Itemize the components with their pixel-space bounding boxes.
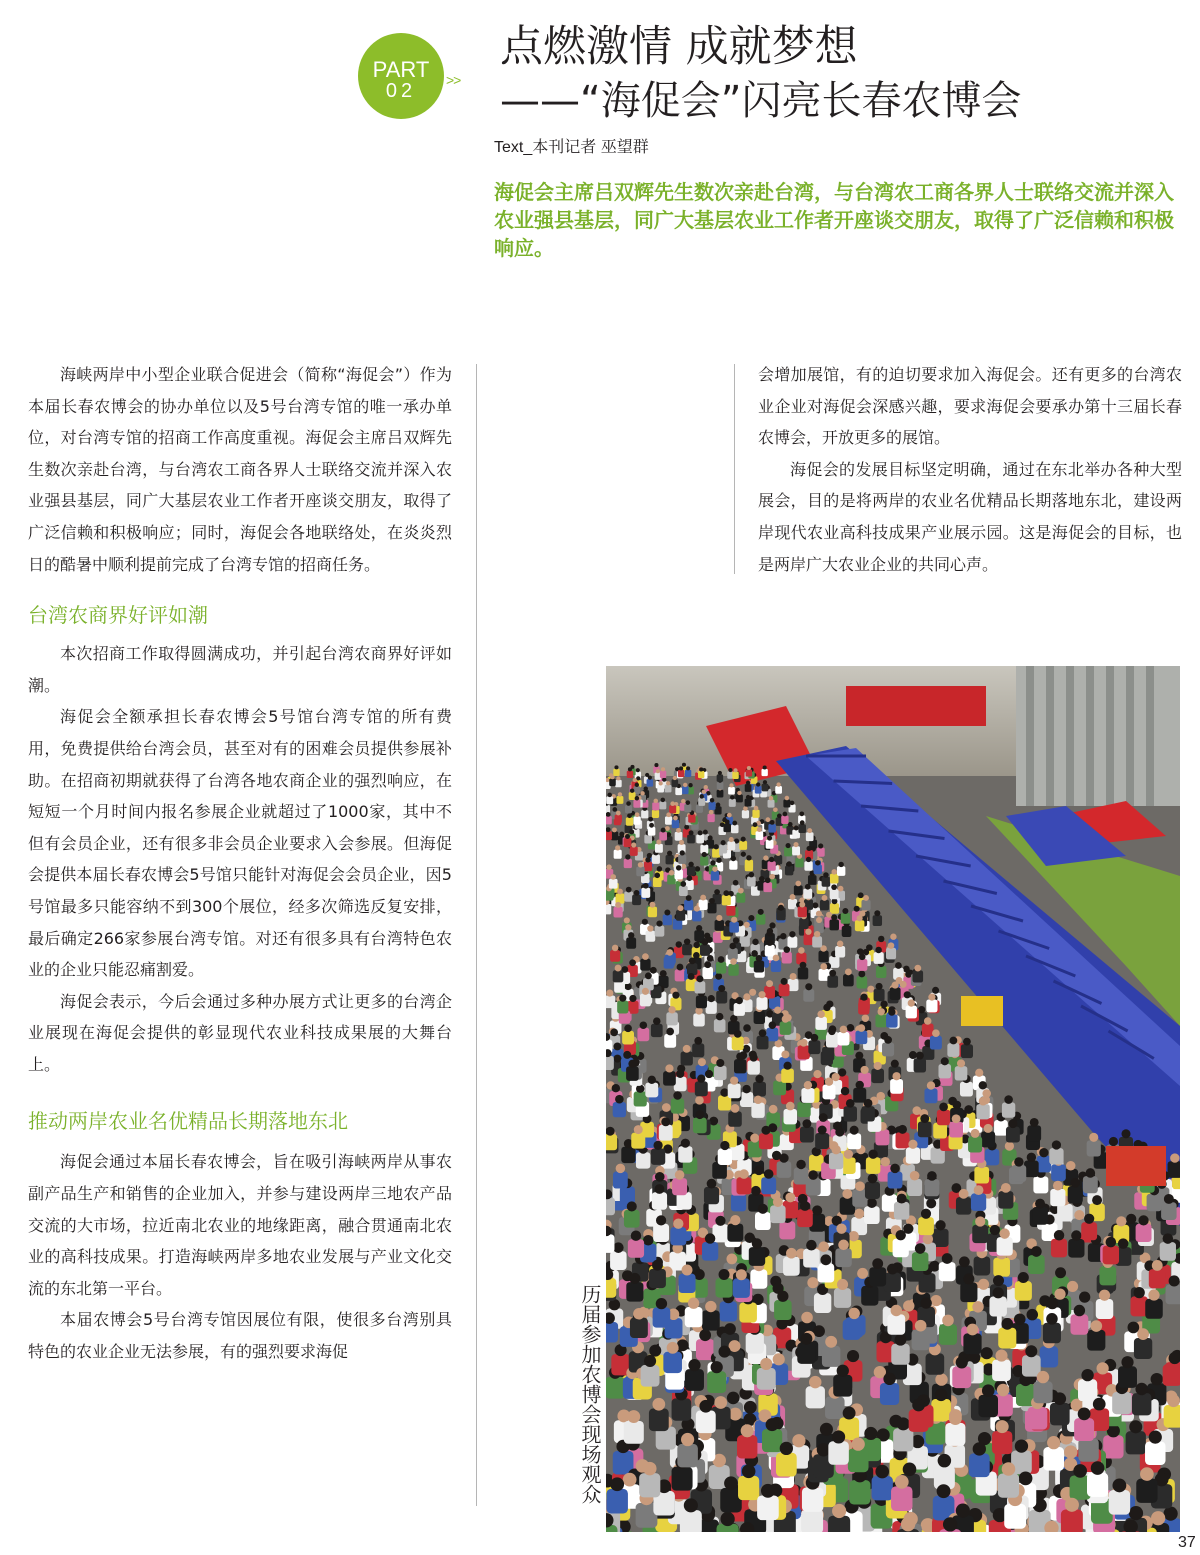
- crowd-photo: [606, 666, 1180, 1532]
- paragraph: 本次招商工作取得圆满成功，并引起台湾农商界好评如潮。: [28, 644, 452, 695]
- paragraph: 海促会表示，今后会通过多种办展方式让更多的台湾企业展现在海促会提供的彰显现代农业科技成果展的大舞台上。: [28, 991, 452, 1074]
- photo-caption: 历届参加农博会现场观众: [578, 1284, 602, 1504]
- paragraph: 海促会通过本届长春农博会，旨在吸引海峡两岸从事农副产品生产和销售的企业加入，并参与建设两岸三地农产品交流的大市场，拉近南北农业的地缘距离，融合贯通南北农业的高科技成果。打造海峡两岸多地农业发展与产业文化交流的东北第一平台。: [28, 1152, 452, 1298]
- column-divider: [734, 364, 735, 574]
- page-number: 37: [1178, 1534, 1196, 1551]
- article-column-right: [758, 359, 1182, 580]
- page-subtitle: ——“海促会”闪亮长春农博会: [500, 78, 1022, 124]
- paragraph: 会增加展馆，有的迫切要求加入海促会。还有更多的台湾农业企业对海促会深感兴趣，要求海促会要承办第十三届长春农博会，开放更多的展馆。: [758, 365, 1182, 448]
- section-heading: 台湾农商界好评如潮: [28, 603, 208, 628]
- crowd-photo-image: [606, 666, 1180, 1532]
- part-badge: [358, 33, 444, 119]
- paragraph: 本届农博会5号台湾专馆因展位有限，使很多台湾别具特色的农业企业无法参展，有的强烈要求海促: [28, 1310, 452, 1362]
- lead-paragraph: 海促会主席吕双辉先生数次亲赴台湾，与台湾农工商各界人士联络交流并深入农业强县基层，同广大基层农业工作者开座谈交朋友，取得了广泛信赖和积极响应。: [494, 180, 1174, 260]
- paragraph: 海峡两岸中小型企业联合促进会（简称“海促会”）作为本届长春农博会的协办单位以及5号台湾专馆的唯一承办单位，对台湾专馆的招商工作高度重视。海促会主席吕双辉先生数次亲赴台湾，与台湾农工商各界人士联络交流并深入农业强县基层，同广大基层农业工作者开座谈交朋友，取得了广泛信赖和积极响应；同时，海促会各地联络处，在炎炎烈日的酷暑中顺利提前完成了台湾专馆的招商任务。: [28, 365, 452, 574]
- section-heading: 推动两岸农业名优精品长期落地东北: [28, 1109, 348, 1134]
- paragraph: 海促会的发展目标坚定明确，通过在东北举办各种大型展会，目的是将两岸的农业名优精品长期落地东北，建设两岸现代农业高科技成果产业展示园。这是海促会的目标，也是两岸广大农业企业的共同心声。: [758, 459, 1182, 574]
- part-label: PART: [372, 57, 430, 82]
- page-title: 点燃激情 成就梦想: [500, 22, 858, 72]
- byline: Text_本刊记者 巫望群: [494, 139, 649, 156]
- column-divider: [476, 364, 477, 1506]
- chevron-right-icon: >>: [446, 72, 461, 88]
- paragraph: 海促会全额承担长春农博会5号馆台湾专馆的所有费用，免费提供给台湾会员，甚至对有的困难会员提供参展补助。在招商初期就获得了台湾各地农商企业的强烈响应，在短短一个月时间内报名参展企业就超过了1000家，其中不但有会员企业，还有很多非会员企业要求入会参展。但海促会提供本届长春农博会5号馆只能针对海促会会员企业，因5号馆最多只能容纳不到300个展位，经多次筛选反复安排，最后确定266家参展台湾专馆。对还有很多具有台湾特色农业的企业只能忍痛割爱。: [28, 707, 452, 980]
- part-number: 02: [385, 80, 417, 102]
- article-column-left: [28, 359, 452, 1368]
